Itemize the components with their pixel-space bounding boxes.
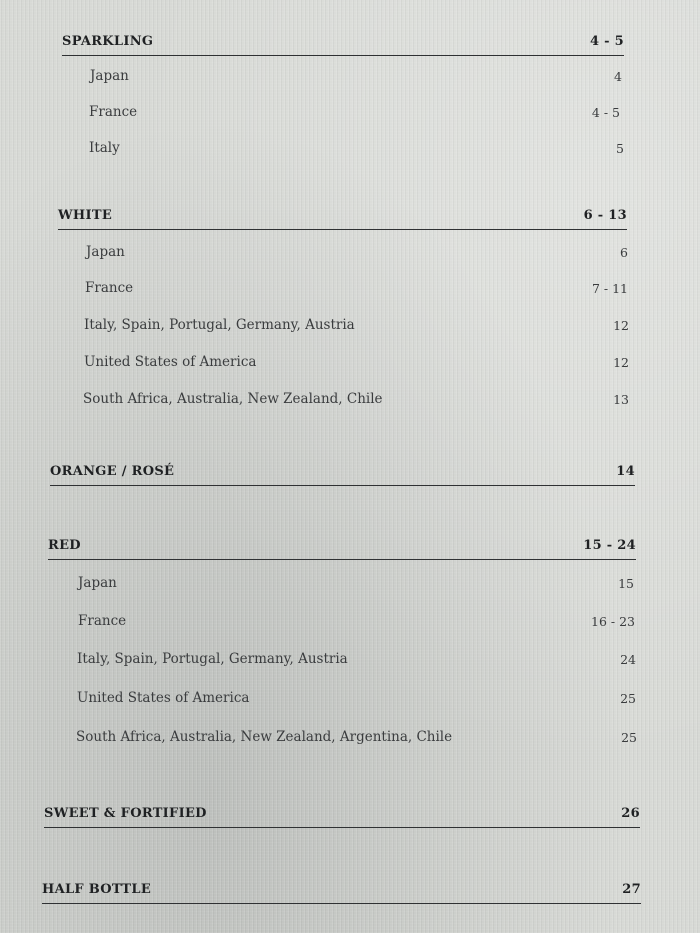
list-item — [77, 651, 636, 667]
item-label: Italy, Spain, Portugal, Germany, Austria — [77, 651, 348, 667]
section-title: WHITE — [58, 208, 113, 223]
list-item — [89, 104, 620, 120]
list-item — [78, 575, 634, 591]
section-title: RED — [48, 538, 81, 553]
item-pages: 4 — [614, 68, 622, 84]
item-label: France — [85, 280, 134, 296]
item-pages: 16 - 23 — [591, 613, 635, 629]
list-item — [85, 280, 628, 296]
item-pages: 12 — [613, 317, 629, 333]
list-item — [90, 68, 622, 84]
item-pages: 25 — [620, 690, 636, 706]
section-header-white — [58, 208, 627, 230]
item-label: Japan — [78, 575, 117, 591]
list-item — [86, 244, 628, 260]
section-header-half-bottle — [42, 882, 641, 904]
item-label: France — [78, 613, 127, 629]
section-title: ORANGE / ROSÉ — [50, 464, 175, 479]
item-pages: 13 — [613, 391, 629, 407]
list-item — [77, 690, 636, 706]
section-pages: 26 — [621, 806, 640, 821]
item-label: South Africa, Australia, New Zealand, Chile — [83, 391, 383, 407]
section-pages: 6 - 13 — [583, 208, 627, 223]
item-label: Italy — [89, 140, 120, 156]
item-label: South Africa, Australia, New Zealand, Argentina, Chile — [76, 729, 453, 745]
item-label: Japan — [90, 68, 129, 84]
section-title: SWEET & FORTIFIED — [44, 806, 207, 821]
item-pages: 25 — [621, 729, 637, 745]
item-pages: 24 — [620, 651, 636, 667]
item-pages: 6 — [620, 244, 628, 260]
list-item — [76, 729, 637, 745]
section-title: HALF BOTTLE — [42, 882, 152, 897]
item-pages: 5 — [616, 140, 624, 156]
section-header-sparkling — [62, 34, 624, 56]
list-item — [89, 140, 624, 156]
item-pages: 7 - 11 — [591, 280, 628, 296]
item-pages: 4 - 5 — [591, 104, 620, 120]
section-pages: 14 — [616, 464, 635, 479]
list-item — [83, 391, 629, 407]
item-label: United States of America — [84, 354, 257, 370]
section-pages: 27 — [622, 882, 641, 897]
list-item — [78, 613, 635, 629]
section-header-sweet-fortified — [44, 806, 640, 828]
item-pages: 15 — [618, 575, 634, 591]
section-header-red — [48, 538, 636, 560]
list-item — [84, 317, 629, 333]
section-pages: 4 - 5 — [589, 34, 624, 49]
section-title: SPARKLING — [62, 34, 154, 49]
item-label: France — [89, 104, 138, 120]
list-item — [84, 354, 629, 370]
item-pages: 12 — [613, 354, 629, 370]
section-header-orange-rose — [50, 464, 635, 486]
section-pages: 15 - 24 — [583, 538, 636, 553]
item-label: Italy, Spain, Portugal, Germany, Austria — [84, 317, 355, 333]
item-label: Japan — [86, 244, 125, 260]
item-label: United States of America — [77, 690, 250, 706]
